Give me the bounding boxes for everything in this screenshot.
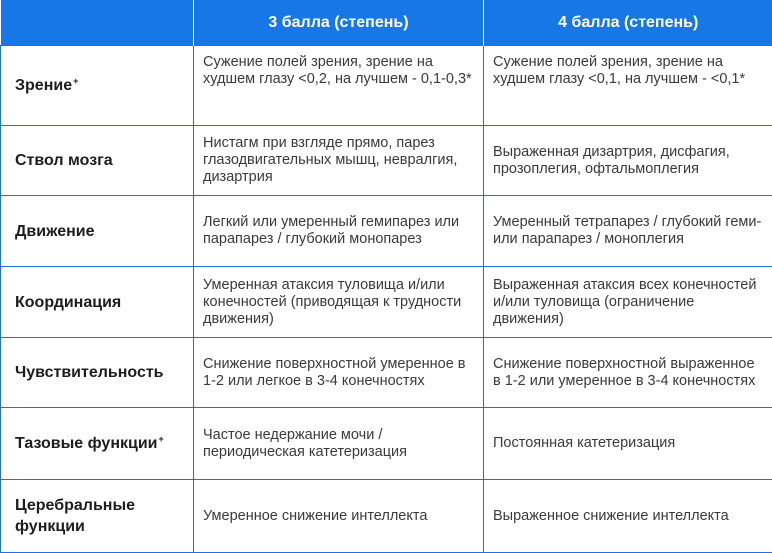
row-label-text: Зрение [15,77,72,94]
cell-score-4: Постоянная катетеризация [484,408,772,480]
table-row [1,408,772,480]
row-label-motor: Движение [1,196,194,267]
cell-score-4: Сужение полей зрения, зрение на худшем глазу <0,1, на лучшем - <0,1* [484,46,772,126]
table-row [1,196,772,267]
cell-score-3: Легкий или умеренный гемипарез или парапарез / глубокий монопарез [194,196,484,267]
cell-score-4: Умеренный тетрапарез / глубокий геми- или парапарез / моноплегия [484,196,772,267]
table-row [1,126,772,196]
cell-score-4: Выраженная атаксия всех конечностей и/или туловища (ограничение движения) [484,267,772,338]
row-label-sensory: Чувствительность [1,338,194,408]
table-row [1,267,772,338]
cell-score-3: Частое недержание мочи / периодическая катетеризация [194,408,484,480]
table-row [1,338,772,408]
row-label-vision [1,46,194,126]
header-score-4: 4 балла (степень) [484,0,772,46]
header-score-3: 3 балла (степень) [194,0,484,46]
row-label-brainstem: Ствол мозга [1,126,194,196]
table-row [1,480,772,553]
cell-score-4: Снижение поверхностной выраженное в 1-2 или умеренное в 3-4 конечностях [484,338,772,408]
cell-score-4: Выраженная дизартрия, дисфагия, прозоплегия, офтальмоплегия [484,126,772,196]
table-row [1,46,772,126]
row-label-coordination: Координация [1,267,194,338]
footnote-mark: + [73,76,78,86]
cell-score-3: Нистагм при взгляде прямо, парез глазодвигательных мышц, невралгия, дизартрия [194,126,484,196]
row-label-cerebral: Церебральные функции [1,480,194,553]
row-label-text: Тазовые функции [15,435,158,452]
footnote-mark: + [159,434,164,444]
cell-score-4: Выраженное снижение интеллекта [484,480,772,553]
row-label-bowel-bladder [1,408,194,480]
cell-score-3: Умеренное снижение интеллекта [194,480,484,553]
cell-score-3: Сужение полей зрения, зрение на худшем глазу <0,2, на лучшем - 0,1-0,3* [194,46,484,126]
cell-score-3: Умеренная атаксия туловища и/или конечностей (приводящая к трудности движения) [194,267,484,338]
table-header-row [1,0,772,46]
cell-score-3: Снижение поверхностной умеренное в 1-2 или легкое в 3-4 конечностях [194,338,484,408]
header-corner-cell [1,0,194,46]
